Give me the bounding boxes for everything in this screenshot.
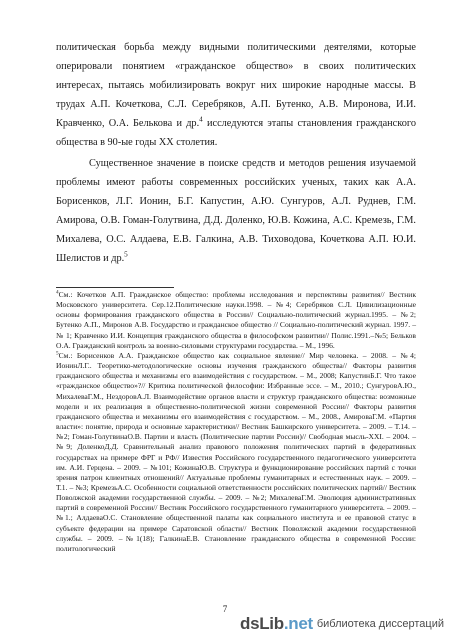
- footnote-ref-5[interactable]: 5: [124, 250, 128, 259]
- main-text: [56, 38, 416, 268]
- watermark-caption: библиотека диссертаций: [316, 617, 444, 630]
- dslib-logo: [240, 615, 313, 632]
- page-number: 7: [222, 604, 228, 614]
- footnote-4: [56, 290, 416, 351]
- paragraph-2: [56, 154, 416, 269]
- footnote-5-text: См.: Борисенков А.А. Гражданское общество как социальное явление// Мир человека. – 2008. – №4; ИонинЛ.Г.. Теоретико-методологические основы изучения гражданского общества// Факторы развития гражданского общества и механизмы его взаимодействия с государством. – М., 2008; КапустинБ.Г. Что такое «гражданское общество»?// Критика политической философии: Избранные эссе. – М., 2010.; СунгуровА.Ю., МихалеваГ.М., НездоровА.Л. Взаимодействие органов власти и структур гражданского общества: возможные модели и их реализация в общественно-политической жизни современной России// Факторы развития гражданского общества и механизмы его взаимодействия с государством. – М., 2008., АмироваГ.М. «Партия власти»: понятие, природа и основные характеристики// Вестник Башкирского университета. – 2009. – Т.14. – №2; Гоман-ГолутвинаО.В. Партии и власть (Политические партии России)// Свободная мысль-XXI. – 2004. – №9; ДоленкоД.Д. Сравнительный анализ правового положения политических партий в федеративных государствах на примере ФРГ и РФ// Известия Российского государственного педагогического университета им. А.И. Герцена. – 2009. – №101; КожинаЮ.В. Структура и функционирование российских партий с точки зрения патрон клиентных отношений// Актуальные проблемы гуманитарных и естественных наук. – 2009. – Т.1. – №3; КремезьА.С. Особенности социальной ответственности российских политических партий// Вестник Поволжской академии государственной службы. – 2009. – №2; МихалеваГ.М. Эволюция административных партий в современной России// Вестник Российского государственного гуманитарного университета. – 2009. – №1.; АлдаеваО.С. Становление общественной палаты как социального института и ее правовой статус в субъекте федерации на примере Саратовской области// Вестник Поволжской академии государственной службы. – 2009. –№1(18); ГалкинаЕ.В. Становление гражданского общества в современной России: политологический: [56, 350, 416, 553]
- paragraph-1-tail: исследуются этапы становления гражданского общества в 90-ые годы XX столетия.: [56, 118, 416, 149]
- dslib-watermark[interactable]: [240, 615, 444, 632]
- logo-main-text: dsLib: [239, 614, 284, 633]
- paragraph-1-text: политическая борьба между видными политическими деятелями, которые оперировали понятием «гражданское общество» в своих политических интересах, пытаясь мобилизировать вокруг них широкие народные массы. В трудах А.П. Кочеткова, С.Л. Серебряков, А.П. Бутенко, А.В. Миронова, И.И. Кравченко, О.А. Белькова и др.: [56, 42, 416, 130]
- logo-accent-text: .net: [283, 614, 313, 633]
- footnote-5-marker: 5: [56, 350, 59, 357]
- paragraph-1: [56, 38, 416, 153]
- footnote-separator: [56, 287, 174, 288]
- footnote-4-marker: 4: [56, 289, 59, 296]
- footnotes: [56, 290, 416, 554]
- footnote-ref-4[interactable]: 4: [199, 115, 203, 124]
- footnote-4-text: См.: Кочетков А.П. Гражданское общество: проблемы исследования и перспективы развития// Вестник Московского университета. Сер.12.Политические науки.1998. – №4; Серебряков С.Л. Цивилизационные основы формирования гражданского общества в России// Социально-политический журнал.1995. – №2; Бутенко А.П., Миронов А.В. Государство и гражданское общество // Социально-политический журнал. 1997. – № 1; Кравченко И.И. Концепция гражданского общества в философском развитии// Полис.1991.–№5; Бельков О.А. Гражданский контроль за военно-силовыми структурами государства. – М., 1996.: [56, 290, 416, 350]
- paragraph-2-text: Существенное значение в поиске средств и методов решения изучаемой проблемы имеют работы современных российских ученых, таких как А.А. Борисенков, Л.Г. Ионин, Б.Г. Капустин, А.Ю. Сунгуров, А.Л. Руднев, Г.М. Амирова, О.В. Гоман-Голутвина, Д.Д. Доленко, Ю.В. Кожина, А.С. Кремезь, Г.М. Михалева, О.С. Алдаева, Е.В. Галкина, А.В. Тиховодова, Кочеткова А.П. Ю.И. Шелистов и др.: [56, 157, 416, 265]
- footnote-5: [56, 351, 416, 554]
